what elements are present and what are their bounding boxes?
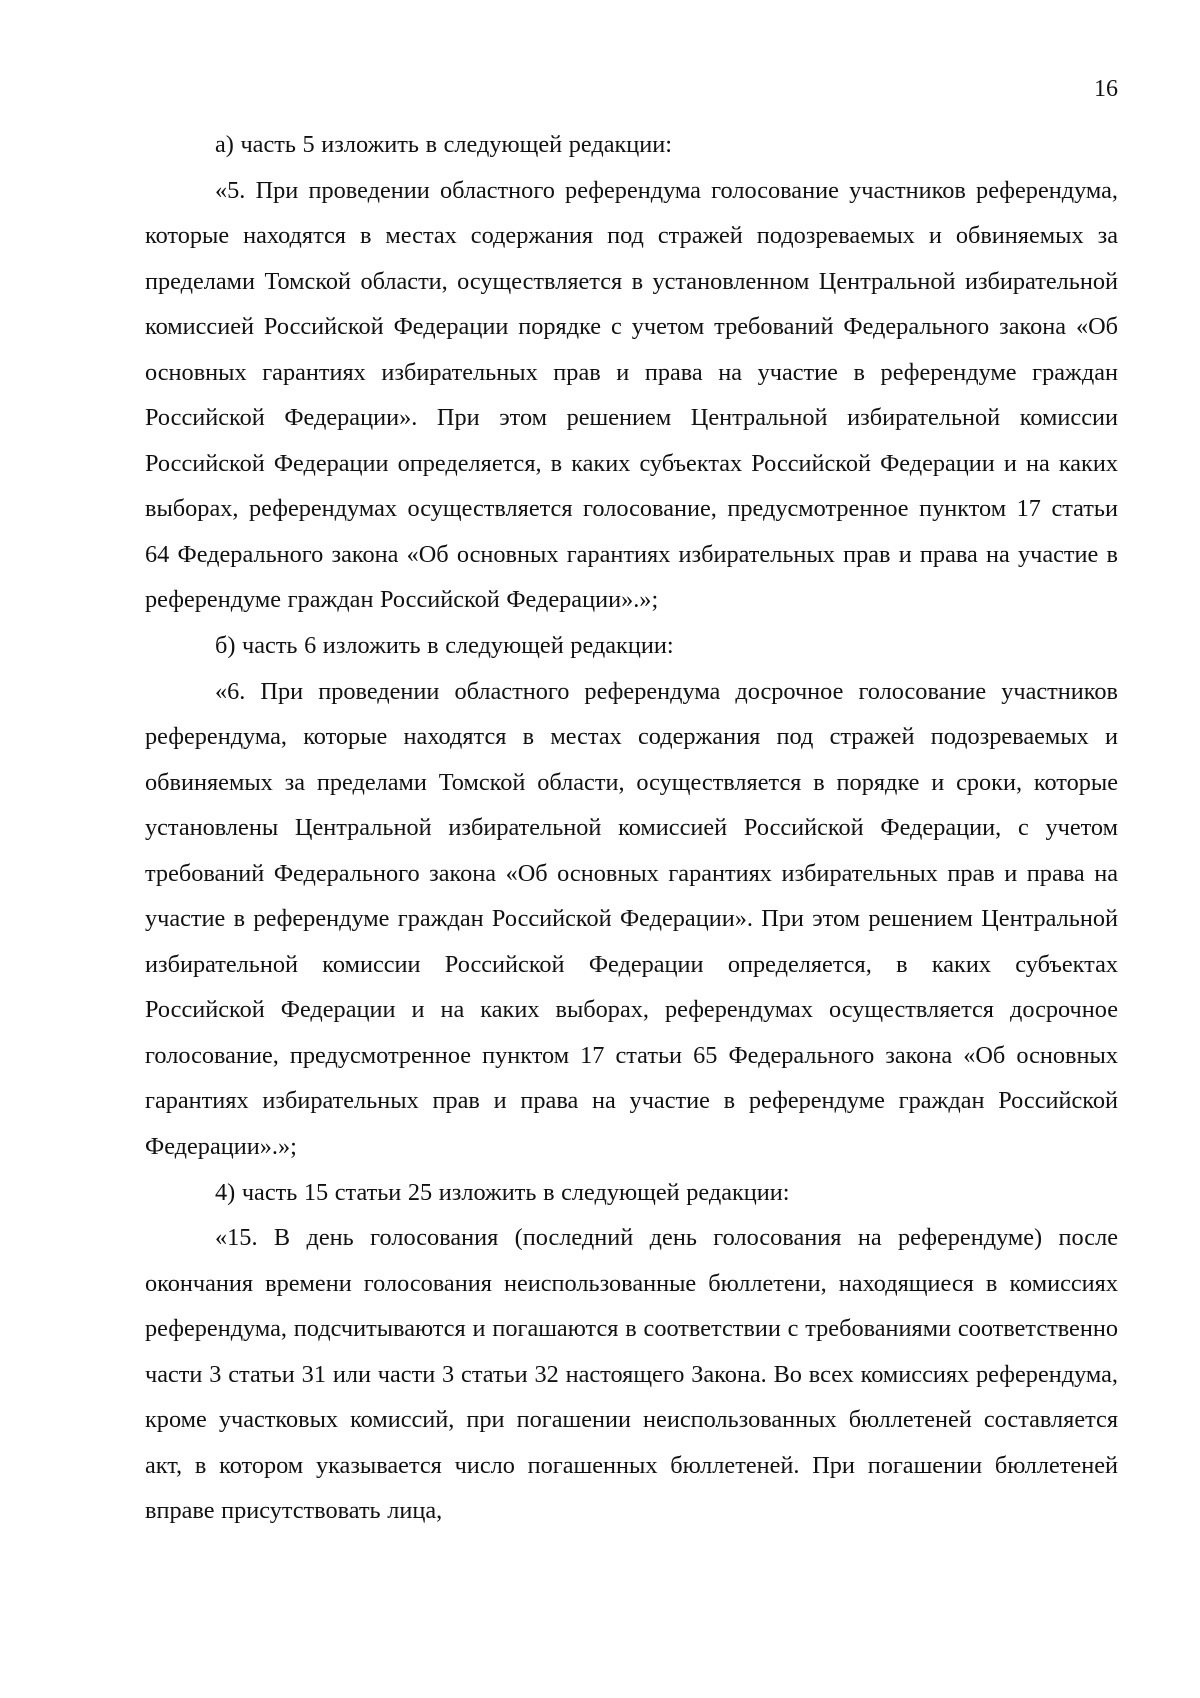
paragraph-part-15-text: «15. В день голосования (последний день голосования на референдуме) после окончания времени голосования неиспользованные бюллетени, находящиеся в комиссиях референдума, подсчитываются и погашаются в соответствии с требованиями соответственно части 3 статьи 31 или части 3 статьи 32 настоящего Закона. Во всех комиссиях референдума, кроме участковых комиссий, при погашении неиспользованных бюллетеней составляется акт, в котором указывается число погашенных бюллетеней. При погашении бюллетеней вправе присутствовать лица, (145, 1224, 1118, 1525)
paragraph-amendment-b: б) часть 6 изложить в следующей редакции: (215, 632, 674, 660)
paragraph-part-6-text: «6. При проведении областного референдума досрочное голосование участников референдума, которые находятся в местах содержания под стражей подозреваемых и обвиняемых за пределами Томской области, осуществляется в порядке и сроки, которые установлены Центральной избирательной комиссией Российской Федерации, с учетом требований Федерального закона «Об основных гарантиях избирательных прав и права на участие в референдуме граждан Российской Федерации». При этом решением Центральной избирательной комиссии Российской Федерации определяется, в каких субъектах Российской Федерации и на каких выборах, референдумах осуществляется досрочное голосование, предусмотренное пунктом 17 статьи 65 Федерального закона «Об основных гарантиях избирательных прав и права на участие в референдуме граждан Российской Федерации».»; (145, 677, 1118, 1161)
paragraph-amendment-a: а) часть 5 изложить в следующей редакции: (215, 131, 673, 158)
paragraph-amendment-4: 4) часть 15 статьи 25 изложить в следующей редакции: (215, 1178, 790, 1206)
document-body (145, 122, 1118, 1534)
page-number: 16 (1094, 76, 1118, 102)
paragraph-part-5-text: «5. При проведении областного референдума голосование участников референдума, которые находятся в местах содержания под стражей подозреваемых и обвиняемых за пределами Томской области, осуществляется в установленном Центральной избирательной комиссией Российской Федерации порядке с учетом требований Федерального закона «Об основных гарантиях избирательных прав и права на участие в референдуме граждан Российской Федерации». При этом решением Центральной избирательной комиссии Российской Федерации определяется, в каких субъектах Российской Федерации и на каких выборах, референдумах осуществляется голосование, предусмотренное пунктом 17 статьи 64 Федерального закона «Об основных гарантиях избирательных прав и права на участие в референдуме граждан Российской Федерации».»; (145, 176, 1118, 614)
